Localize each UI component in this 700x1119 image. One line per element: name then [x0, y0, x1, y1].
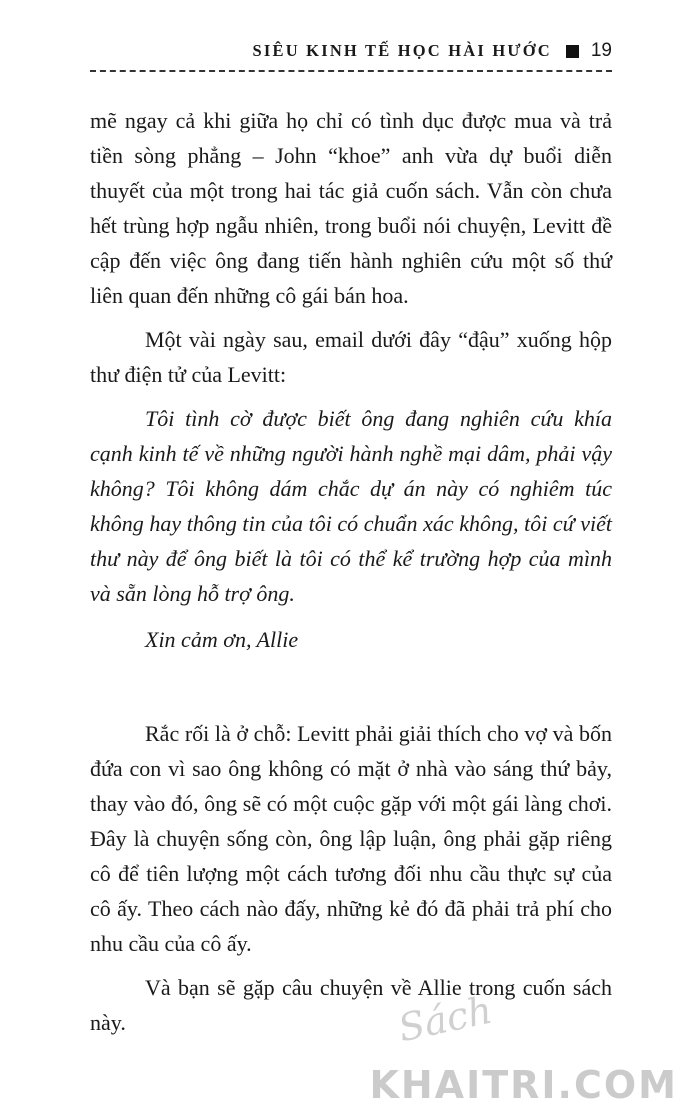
watermark: [338, 987, 678, 1107]
paragraph-3: Rắc rối là ở chỗ: Levitt phải giải thích cho vợ và bốn đứa con vì sao ông không có mặt ở nhà vào sáng thứ bảy, thay vào đó, ông sẽ có một cuộc gặp với một gái làng chơi. Đây là chuyện sống còn, ông lập luận, ông phải gặp riêng cô để tiên lượng một cách tương đối nhu cầu thực sự của cô ấy. Theo cách nào đấy, những kẻ đó đã phải trả phí cho nhu cầu của cô ấy.: [90, 721, 612, 956]
page-number: 19: [590, 40, 612, 61]
paragraph-4: Và bạn sẽ gặp câu chuyện về Allie trong cuốn sách này.: [90, 975, 612, 1035]
watermark-site: KHAITRI.COM: [369, 1063, 678, 1107]
paragraph-1: mẽ ngay cả khi giữa họ chỉ có tình dục được mua và trả tiền sòng phẳng – John “khoe” anh vừa dự buổi diễn thuyết của một trong hai tác giả cuốn sách. Vẫn còn chưa hết trùng hợp ngẫu nhiên, trong buổi nói chuyện, Levitt đề cập đến việc ông đang tiến hành nghiên cứu một số thứ liên quan đến những cô gái bán hoa.: [90, 108, 612, 308]
book-title: SIÊU KINH TẾ HỌC HÀI HƯỚC: [252, 41, 552, 60]
header-divider: [90, 70, 612, 72]
watermark-script: Sách: [394, 987, 496, 1051]
quoted-letter: Tôi tình cờ được biết ông đang nghiên cứu khía cạnh kinh tế về những người hành nghề mại dâm, phải vậy không? Tôi không dám chắc dự án này có nghiêm túc không hay thông tin của tôi có chuẩn xác không, tôi cứ viết thư này để ông biết là tôi có thể kể trường hợp của mình và sẵn lòng hỗ trợ ông.: [90, 406, 612, 606]
page-body: [90, 103, 612, 1040]
running-header: [253, 40, 612, 62]
letter-signoff: Xin cảm ơn, Allie: [145, 627, 299, 652]
header-square-icon: [566, 45, 579, 58]
paragraph-2: Một vài ngày sau, email dưới đây “đậu” xuống hộp thư điện tử của Levitt:: [90, 327, 612, 387]
